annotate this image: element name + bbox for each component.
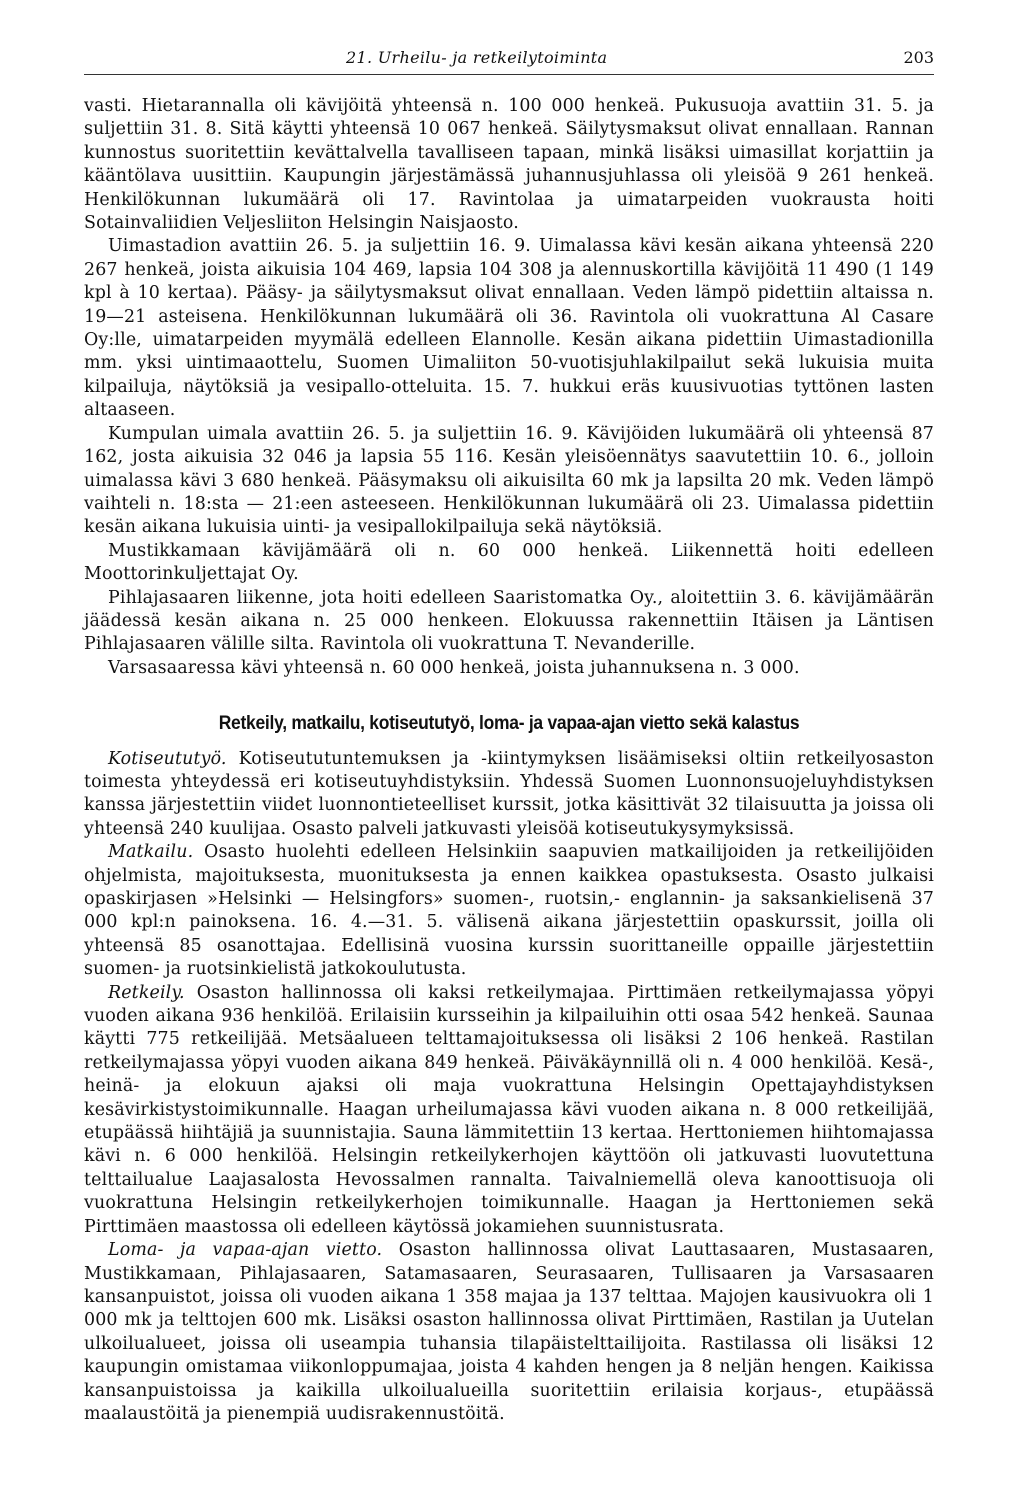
- paragraph-mustikkamaa: Mustikkamaan kävijämäärä oli n. 60 000 henkeä. Liikennettä hoiti edelleen Moottorinkuljettajat Oy.: [84, 540, 934, 585]
- running-header: [84, 44, 934, 75]
- paragraph-pihlajasaari: Pihlajasaaren liikenne, jota hoiti edelleen Saaristomatka Oy., aloitettiin 3. 6. kävijämäärän jäädessä kesän aikana n. 25 000 henkeen. Elokuussa rakennettiin Itäisen ja Läntisen Pihlajasaaren välille silta. Ravintola oli vuokrattuna T. Nevanderille.: [84, 587, 934, 655]
- paragraph-lead: Loma- ja vapaa-ajan vietto.: [108, 1240, 383, 1261]
- paragraph-lead: Matkailu.: [108, 842, 194, 863]
- paragraph-text: Osaston hallinnossa olivat Lauttasaaren, Mustasaaren, Mustikkamaan, Pihlajasaaren, Satamasaaren, Seurasaaren, Tullisaaren ja Varsasaaren kansanpuistot, joissa oli vuoden aikana 1 358 majaa ja 137 telttaa. Majojen kausivuokra oli 1 000 mk ja telttojen 600 mk. Lisäksi osaston hallinnossa olivat Pirttimäen, Rastilan ja Uutelan ulkoilualueet, joissa oli useampia tuhansia tilapäistelttailijoita. Rastilassa oli lisäksi 12 kaupungin omistamaa viikonloppumajaa, joista 4 kahden hengen ja 8 neljän hengen. Kaikissa kansanpuistoissa ja kaikilla ulkoilualueilla suoritettiin erilaisia korjaus-, etupäässä maalaustöitä ja pienempiä uudisrakennustöitä.: [84, 1240, 934, 1424]
- page-number: 203: [903, 48, 934, 67]
- body-text: [84, 95, 934, 1426]
- paragraph-loma: [84, 1239, 934, 1426]
- paragraph-kotiseututyo: [84, 748, 934, 842]
- paragraph-text: Osaston hallinnossa oli kaksi retkeilymajaa. Pirttimäen retkeilymajassa yöpyi vuoden aikana 936 henkilöä. Erilaisiin kursseihin ja kilpailuihin otti osaa 542 henkeä. Saunaa käytti 775 retkeilijää. Metsäalueen telttamajoituksessa oli lisäksi 2 106 henkeä. Rastilan retkeilymajassa yöpyi vuoden aikana 849 henkeä. Päiväkäynnillä oli n. 4 000 henkilöä. Kesä-, heinä- ja elokuun ajaksi oli maja vuokrattuna Helsingin Opettajayhdistyksen kesävirkistystoimikunnalle. Haagan urheilumajassa kävi vuoden aikana n. 8 000 retkeilijää, etupäässä hiihtäjiä ja suunnistajia. Sauna lämmitettiin 13 kertaa. Herttoniemen hiihtomajassa kävi n. 6 000 henkilöä. Helsingin retkeilykerhojen käyttöön oli jatkuvasti luovutettuna telttailualue Laajasalosta Hevossalmen rannalta. Taivalniemellä oleva kanoottisuoja oli vuokrattuna Helsingin retkeilykerhojen toimikunnalle. Haagan ja Herttoniemen sekä Pirttimäen maastossa oli edelleen käytössä jokamiehen suunnistusrata.: [84, 982, 934, 1237]
- paragraph-hietaranta: vasti. Hietarannalla oli kävijöitä yhteensä n. 100 000 henkeä. Pukusuoja avattiin 31. 5. ja suljettiin 31. 8. Sitä käytti yhteensä 10 067 henkeä. Säilytysmaksut olivat ennallaan. Rannan kunnostus suoritettiin kevättalvella tavalliseen tapaan, minkä lisäksi uimasillat korjattiin ja kääntölava uusittiin. Kaupungin järjestämässä juhannusjuhlassa oli yleisöä 9 261 henkeä. Henkilökunnan lukumäärä oli 17. Ravintolaa ja uimatarpeiden vuokrausta hoiti Sotainvaliidien Veljesliiton Helsingin Naisjaosto.: [84, 96, 934, 234]
- paragraph-retkeily: [84, 982, 934, 1239]
- paragraph-text: Osasto huolehti edelleen Helsinkiin saapuvien matkailijoiden ja retkeilijöiden ohjelmista, majoituksesta, muonituksesta ja ennen kaikkea opastuksesta. Osasto julkaisi opaskirjasen »Helsinki — Helsingfors» suomen-, ruotsin,- englannin- ja saksankielisenä 37 000 kpl:n painoksena. 16. 4.—31. 5. välisenä aikana järjestettiin opaskurssit, joilla oli yhteensä 85 osanottajaa. Edellisinä vuosina kurssin suorittaneille oppaille järjestettiin suomen- ja ruotsinkielistä jatkokoulutusta.: [84, 842, 934, 980]
- document-page: [84, 44, 934, 1426]
- paragraph-uimastadion: Uimastadion avattiin 26. 5. ja suljettiin 16. 9. Uimalassa kävi kesän aikana yhteensä 220 267 henkeä, joista aikuisia 104 469, lapsia 104 308 ja alennuskortilla kävijöitä 11 490 (1 149 kpl à 10 kertaa). Pääsy- ja säilytysmaksut olivat ennallaan. Veden lämpö pidettiin altaissa n. 19—21 asteisena. Henkilökunnan lukumäärä oli 36. Ravintola oli vuokrattuna Al Casare Oy:lle, uimatarpeiden myymälä edelleen Elannolle. Kesän aikana pidettiin Uimastadionilla mm. yksi uintimaaottelu, Suomen Uimaliiton 50-vuotisjuhlakilpailut sekä lukuisia muita kilpailuja, näytöksiä ja vesipallo-otteluita. 15. 7. hukkui eräs kuusivuotias tyttönen lasten altaaseen.: [84, 236, 934, 421]
- paragraph-kumpula: Kumpulan uimala avattiin 26. 5. ja suljettiin 16. 9. Kävijöiden lukumäärä oli yhteensä 87 162, josta aikuisia 32 046 ja lapsia 55 116. Kesän yleisöennätys saavutettiin 10. 6., jolloin uimalassa kävi 3 680 henkeä. Pääsymaksu oli aikuisilta 60 mk ja lapsilta 20 mk. Veden lämpö vaihteli n. 18:sta — 21:een asteeseen. Henkilökunnan lukumäärä oli 23. Uimalassa pidettiin kesän aikana lukuisia uinti- ja vesipallokilpailuja sekä näytöksiä.: [84, 423, 934, 538]
- running-title: 21. Urheilu- ja retkeilytoiminta: [346, 48, 608, 67]
- paragraph-lead: Kotiseututyö.: [108, 748, 227, 769]
- paragraph-matkailu: [84, 841, 934, 981]
- paragraph-text: Kotiseututuntemuksen ja -kiintymyksen lisäämiseksi oltiin retkeilyosaston toimesta yhteydessä eri kotiseutuyhdistyksiin. Yhdessä Suomen Luonnonsuojeluyhdistyksen kanssa järjestettiin viidet luonnontieteelliset kurssit, jotka käsittivät 32 tilaisuutta ja joissa oli yhteensä 240 kuulijaa. Osasto palveli jatkuvasti yleisöä kotiseutukysymyksissä.: [84, 748, 934, 839]
- paragraph-varsasaari: Varsasaaressa kävi yhteensä n. 60 000 henkeä, joista juhannuksena n. 3 000.: [108, 657, 800, 678]
- paragraph-lead: Retkeily.: [108, 982, 185, 1003]
- section-heading: Retkeily, matkailu, kotiseututyö, loma- ja vapaa-ajan vietto sekä kalastus: [218, 713, 800, 735]
